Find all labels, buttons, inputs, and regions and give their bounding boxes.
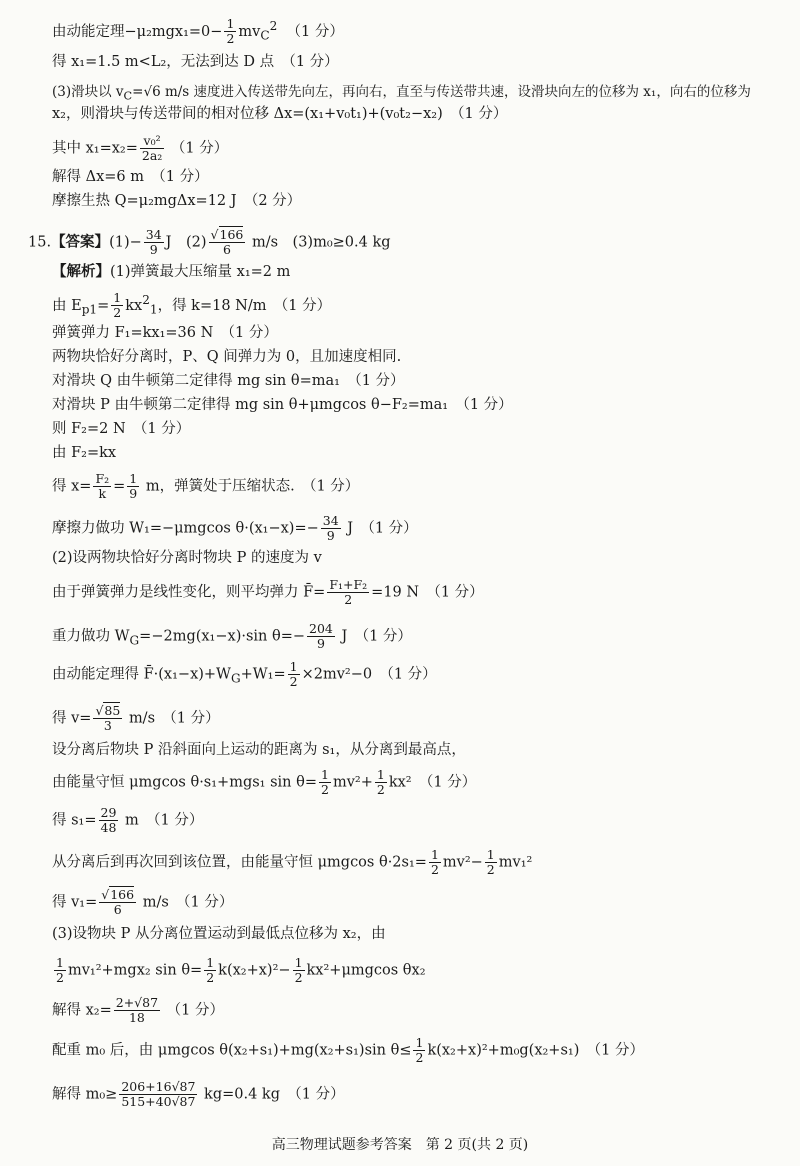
text-line: 弹簧弹力 F₁=kx₁=36 N （1 分） <box>52 325 278 341</box>
answer-line: 15.【答案】(1)− $\frac{34}{9}$ J (2) $\frac{√166}{6}$ m/s (3)m₀≥0.4 kg <box>28 227 391 257</box>
text-line: 设分离后物块 P 沿斜面向上运动的距离为 s₁，从分离到最高点， <box>52 742 466 758</box>
text-line: 由能量守恒 μmgcos θ·s₁+mgs₁ sin θ= $\frac{1}{2}$ mv²+ $\frac{1}{2}$ kx² （1 分） <box>52 767 477 797</box>
text-line: 得 x= $\frac{\text{F₂}}{k}$ = $\frac{1}{9}$ m，弹簧处于压缩状态. （1 分） <box>52 471 360 501</box>
text-line: 两物块恰好分离时，P、Q 间弹力为 0，且加速度相同. <box>52 349 402 365</box>
text-line: 由动能定理得 $F̄\cdot(x_1-x)+W_G+W_1=$ $\frac{1}{2}$ ×2mv²−0 （1 分） <box>52 659 437 689</box>
text-line: 得 s₁= $\frac{29}{48}$ m （1 分） <box>52 805 204 835</box>
text-line: 得 x₁=1.5 m<L₂，无法到达 D 点 （1 分） <box>52 54 339 70</box>
text-line: 解得 x₂= $\frac{2+√87}{18}$ （1 分） <box>52 995 225 1025</box>
text: （1 分） <box>286 23 344 40</box>
text-line: (3)滑块以 $v_C=√6$ m/s 速度进入传送带先向左，再向右，直至与传送带共速，设滑块向左的位移为 x₁，向右的位移为 <box>52 84 751 103</box>
text-line: x₂，则滑块与传送带间的相对位移 Δx=(x₁+v₀t₁)+(v₀t₂−x₂) （1 分） <box>52 106 508 122</box>
text-line: 由于弹簧弹力是线性变化，则平均弹力 F̄= $\frac{\text{F₁+F₂}}{2}$ =19 N （1 分） <box>52 577 484 607</box>
text-line: 对滑块 Q 由牛顿第二定律得 mg sin θ=ma₁ （1 分） <box>52 373 405 389</box>
text-line: 从分离后到再次回到该位置，由能量守恒 μmgcos θ·2s₁= $\frac{1}{2}$ mv²− $\frac{1}{2}$ mv₁² <box>52 847 533 877</box>
text-line: 摩擦生热 Q=μ₂mgΔx=12 J （2 分） <box>52 193 302 209</box>
page-footer: 高三物理试题参考答案 第 2 页(共 2 页) <box>271 1137 529 1153</box>
text: mv <box>238 23 261 40</box>
text-line: (3)设物块 P 从分离位置运动到最低点位移为 x₂，由 <box>52 926 386 942</box>
text-line: 得 v₁= $\frac{√166}{6}$ m/s （1 分） <box>52 887 234 917</box>
fraction: $\frac{\text{v₀²}}{\text{2a₂}}$ <box>141 133 163 163</box>
text-line: 摩擦力做功 W₁=−μmgcos θ·(x₁−x)=− $\frac{34}{9}$ J （1 分） <box>52 513 418 543</box>
text-line: 对滑块 P 由牛顿第二定律得 mg sin θ+μmgcos θ−F₂=ma₁ （1 分） <box>52 397 513 413</box>
text-line: $\frac{1}{2}$ mv₁²+mgx₂ sin θ= $\frac{1}{2}$ k(x₂+x)²− $\frac{1}{2}$ kx²+μmgcos θx₂ <box>56 955 426 985</box>
text-line: 得 v= $\frac{√85}{3}$ m/s （1 分） <box>52 703 220 733</box>
text-line: 解得 Δx=6 m （1 分） <box>52 169 209 185</box>
text-line: 则 F₂=2 N （1 分） <box>52 421 191 437</box>
text-line: 由 $E_{p1}=$ $\frac{1}{2}$ $kx^2_1$，得 k=18 N/m （1 分） <box>52 290 332 321</box>
text: 由动能定理−μ₂mgx₁=0− <box>52 23 223 40</box>
answer-label: 【答案】 <box>51 233 110 251</box>
text-line: 解得 m₀≥ $\frac{206+16√87}{515+40√87}$ kg=0.4 kg （1 分） <box>52 1079 345 1109</box>
text-line: 重力做功 $W_G=-2mg(x_1-x)\cdot\sin$ θ=− $\frac{204}{9}$ J （1 分） <box>52 621 412 651</box>
text-line: (2)设两物块恰好分离时物块 P 的速度为 v <box>52 550 322 566</box>
text-line: 由动能定理−μ₂mgx₁=0− $\frac{1}{2}$ $mv_C^2$ （1 分） <box>52 16 344 47</box>
fraction: $\frac{1}{2}$ <box>226 16 235 47</box>
text-line: 由 F₂=kx <box>52 445 117 461</box>
subscript: C <box>260 28 270 43</box>
text-line: 配重 m₀ 后，由 μmgcos θ(x₂+s₁)+mg(x₂+s₁)sin θ≤ $\frac{1}{2}$ k(x₂+x)²+m₀g(x₂+s₁) （1 分） <box>52 1035 644 1065</box>
text-line: 【解析】(1)弹簧最大压缩量 x₁=2 m <box>52 263 291 280</box>
analysis-label: 【解析】 <box>52 263 110 280</box>
text-line: 其中 x₁=x₂= $\frac{\text{v₀²}}{\text{2a₂}}$ （1 分） <box>52 133 229 163</box>
